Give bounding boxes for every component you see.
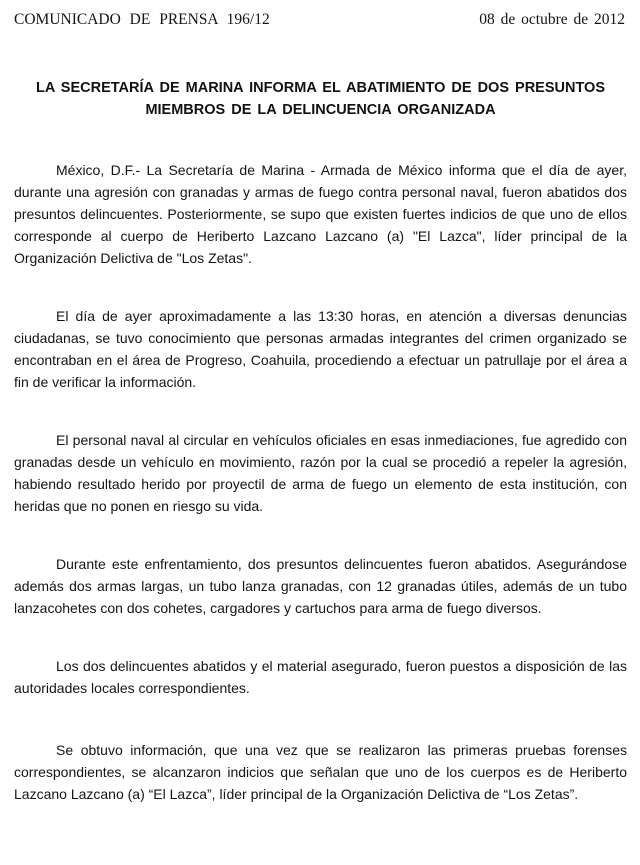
paragraph-incident-report: El día de ayer aproximadamente a las 13:30 horas, en atención a diversas denuncias ciudadanas, se tuvo conocimiento que personas armadas integrantes del crimen organizado se encontraban en el área de Progreso, Coahuila, procediendo a efectuar un patrullaje por el área a fin de verificar la información.	[14, 308, 627, 390]
paragraph-seized-material: Durante este enfrentamiento, dos presuntos delincuentes fueron abatidos. Asegurándose además dos armas largas, un tubo lanza granadas, con 12 granadas útiles, además de un tubo lanzacohetes con dos cohetes, cargadores y cartuchos para arma de fuego diversos.	[14, 556, 627, 616]
document-header	[14, 10, 627, 29]
paragraph-intro: México, D.F.- La Secretaría de Marina - Armada de México informa que el día de ayer, durante una agresión con granadas y armas de fuego contra personal naval, fueron abatidos dos presuntos delincuentes. Posteriormente, se supo que existen fuertes indicios de que uno de ellos corresponde al cuerpo de Heriberto Lazcano Lazcano (a) "El Lazca", líder principal de la Organización Delictiva de "Los Zetas".	[14, 162, 627, 266]
document-title-line-2: MIEMBROS DE LA DELINCUENCIA ORGANIZADA	[145, 102, 496, 118]
paragraph-forensics: Se obtuvo información, que una vez que se realizaron las primeras pruebas forenses correspondientes, se alcanzaron indicios que señalan que uno de los cuerpos es de Heriberto Lazcano Lazcano (a) “El Lazca”, líder principal de la Organización Delictiva de “Los Zetas”.	[14, 742, 627, 802]
document-title	[14, 77, 627, 121]
document-body	[14, 159, 627, 805]
release-date: 08 de octubre de 2012	[479, 11, 625, 28]
paragraph-authorities: Los dos delincuentes abatidos y el material asegurado, fueron puestos a disposición de las autoridades locales correspondientes.	[14, 658, 627, 696]
document-title-line-1: LA SECRETARÍA DE MARINA INFORMA EL ABATIMIENTO DE DOS PRESUNTOS	[35, 80, 606, 96]
release-number: COMUNICADO DE PRENSA 196/12	[14, 11, 270, 28]
paragraph-attack-details: El personal naval al circular en vehículos oficiales en esas inmediaciones, fue agredido con granadas desde un vehículo en movimiento, razón por la cual se procedió a repeler la agresión, habiendo resultado herido por proyectil de arma de fuego un elemento de esta institución, con heridas que no ponen en riesgo su vida.	[14, 432, 627, 514]
